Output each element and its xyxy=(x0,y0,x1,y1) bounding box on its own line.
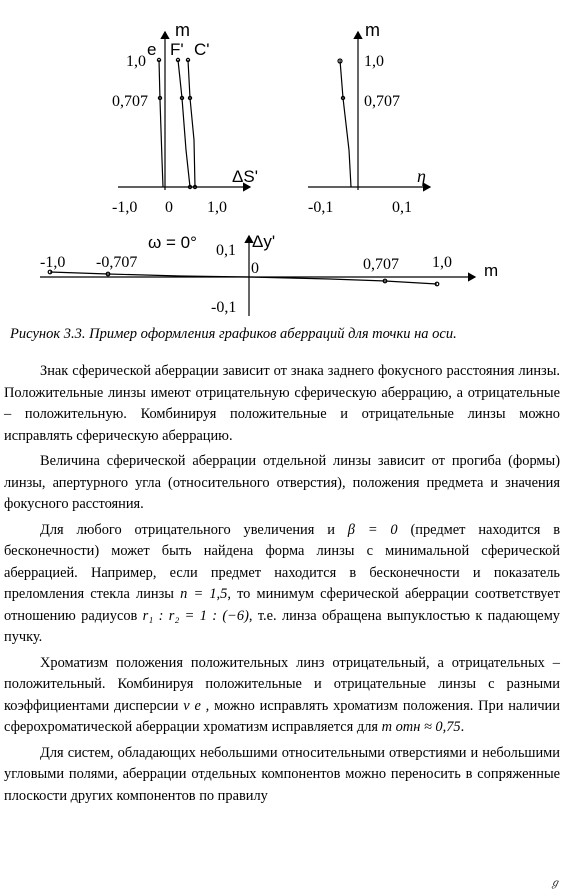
p4-text-a: Хроматизм положения положительных линз отрицательный, а отрицательных – положительный. Комбинируя положительные и отрицательные линзы с разными коэффициентами дисперсии xyxy=(4,654,560,714)
paragraph-3 xyxy=(4,520,560,649)
curve-f xyxy=(178,60,190,187)
bottom-x-tick-neg0707: -0,707 xyxy=(96,254,138,271)
bottom-x-tick-neg1: -1,0 xyxy=(40,254,66,271)
body-text xyxy=(4,361,560,807)
paragraph-4 xyxy=(4,653,560,739)
bottom-y-tick-top: 0,1 xyxy=(216,242,236,259)
curve-c xyxy=(188,60,195,187)
right-x-axis-label: η xyxy=(417,166,426,186)
paragraph-1: Знак сферической аберрации зависит от знака заднего фокусного расстояния линзы. Положительные линзы имеют отрицательную сферическую аберрацию, а отрицательные – положительную. Комбинируя положительные и отрицательные линзы можно исправлять сферическую аберрацию. xyxy=(4,363,560,444)
bottom-curve-right xyxy=(249,277,437,284)
right-x-tick-01: 0,1 xyxy=(392,199,412,216)
bottom-curve-left xyxy=(50,272,249,277)
p3-formula-beta: β = 0 xyxy=(347,521,398,538)
p3-formula-n: n = 1,5 xyxy=(180,586,228,602)
left-y-tick-1: 1,0 xyxy=(126,53,146,70)
p3-text-c: , то минимум сферической аберрации соответствует отношению радиусов xyxy=(4,586,560,624)
paragraph-5: Для систем, обладающих небольшими относительными отверстиями и небольшими угловыми полями, аберрации отдельных компонентов можно переносить в сопряженные плоскости других компонентов по правилу xyxy=(4,744,560,804)
left-x-tick-0: 0 xyxy=(165,199,173,216)
curve-e xyxy=(159,60,163,187)
p4-text-c: . xyxy=(460,719,465,735)
p4-formula-nu: ν e , xyxy=(183,697,210,714)
left-y-tick-0707: 0,707 xyxy=(112,93,148,110)
right-x-tick-neg01: -0,1 xyxy=(308,199,334,216)
left-series-f-label: F' xyxy=(170,40,184,59)
left-series-c-label: C' xyxy=(194,40,210,59)
p4-text-b: можно исправлять хроматизм положения. При наличии сферохроматической аберрации хроматизм исправляется для xyxy=(4,697,560,735)
left-x-axis-label: ΔS' xyxy=(232,167,258,186)
bottom-x-tick-1: 1,0 xyxy=(432,254,452,271)
bottom-origin-label: 0 xyxy=(251,260,259,277)
right-curve xyxy=(340,60,351,187)
p3-text-d: , т.е. линза обращена выпуклостью к падающему пучку. xyxy=(4,607,560,645)
p4-formula-m: m отн ≈ 0,75 xyxy=(381,719,461,735)
right-y-tick-1: 1,0 xyxy=(364,53,384,70)
paragraph-2: Величина сферической аберрации отдельной линзы зависит от прогиба (формы) линзы, апертурного угла (относительного отверстия), положения предмета и значения фокусного расстояния. xyxy=(4,453,560,512)
right-axis-top-label: m xyxy=(365,20,380,40)
right-y-tick-0707: 0,707 xyxy=(364,93,400,110)
left-x-tick-neg1: -1,0 xyxy=(112,199,138,216)
p3-text-b: (предмет находится в бесконечности) может быть найдена форма линзы с минимальной сферической аберрацией. Например, если предмет находится в бесконечности и показатель преломления стекла линзы xyxy=(4,521,560,602)
left-axis-top-label: m xyxy=(175,20,190,40)
bottom-omega-label: ω = 0° xyxy=(148,233,197,252)
page-mark: ℊ xyxy=(550,878,560,889)
left-series-e-label: e xyxy=(147,40,157,59)
bottom-x-tick-0707: 0,707 xyxy=(363,256,399,273)
p3-formula-radii: r₁ : r₂ = 1 : (−6) xyxy=(142,607,249,624)
bottom-y-axis-label: Δy' xyxy=(252,232,276,251)
left-x-tick-1: 1,0 xyxy=(207,199,227,216)
aberration-figure xyxy=(0,0,566,322)
bottom-x-axis-label: m xyxy=(484,261,499,280)
bottom-y-tick-bottom: -0,1 xyxy=(211,299,237,316)
figure-caption: Рисунок 3.3. Пример оформления графиков аберраций для точки на оси. xyxy=(10,326,457,342)
p3-text-a: Для любого отрицательного увеличения и xyxy=(40,521,335,538)
